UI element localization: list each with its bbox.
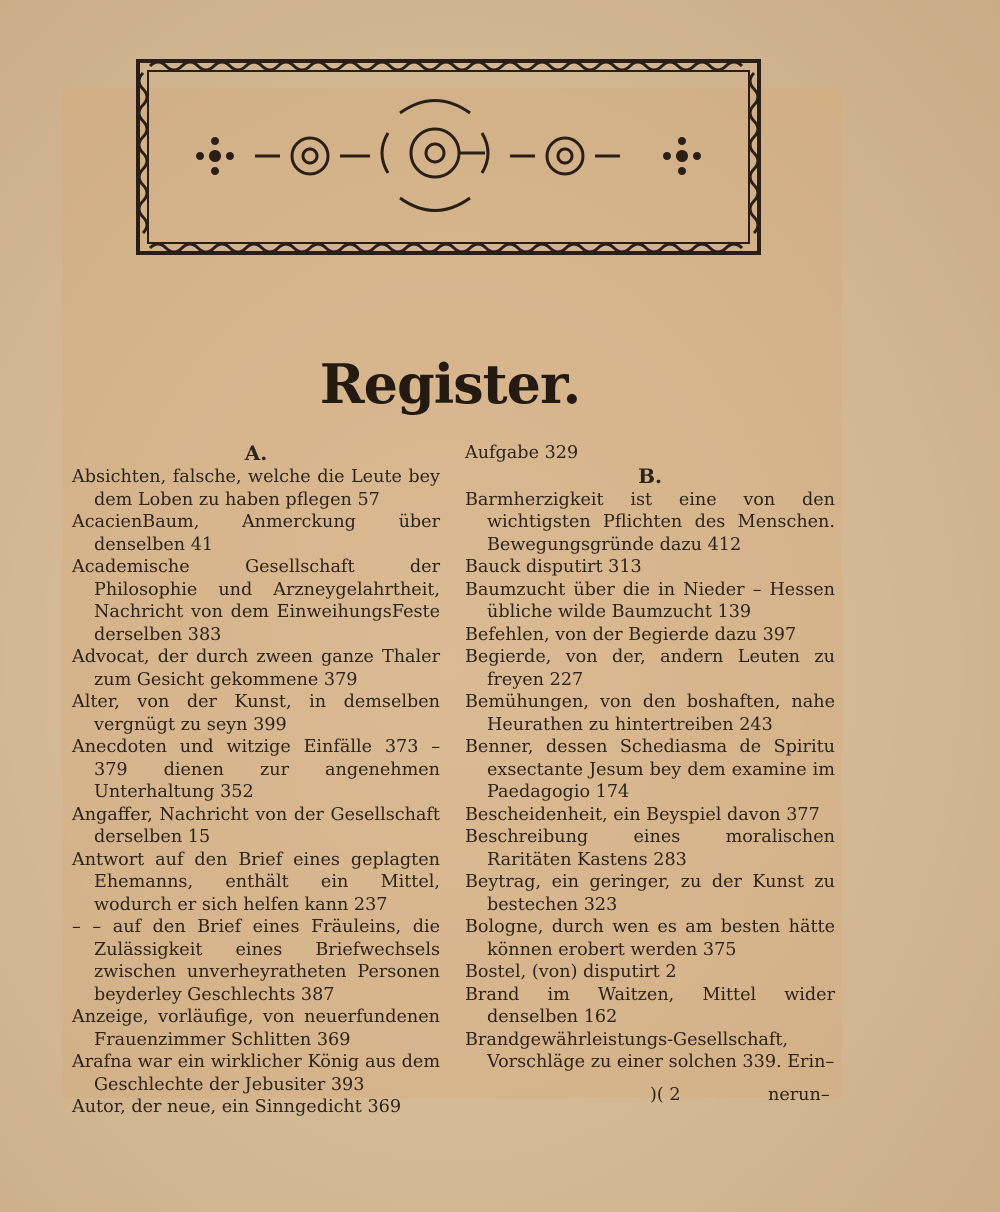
entry-page: 139 <box>717 602 752 622</box>
entry-page: 377 <box>786 804 820 825</box>
entry-page: 379 <box>323 669 358 690</box>
entry-page: 387 <box>300 984 335 1005</box>
entry-page: 283 <box>653 849 687 870</box>
entry-text: Anzeige, vorläufige, von neuerfundenen Frauenzimmer Schlitten <box>72 1007 440 1050</box>
register-entry <box>465 804 835 827</box>
catchword: nerun– <box>768 1085 830 1105</box>
entry-text: Angaffer, Nachricht von der Gesellschaft derselben <box>72 804 440 847</box>
entry-text: – – auf den Brief eines Fräuleins, die Zulässigkeit eines Briefwechsels zwischen unverheyratheten Personen beyderley Geschlechts <box>72 917 440 1005</box>
section-letter-b: B. <box>638 463 662 488</box>
entry-text: Beschreibung eines moralischen Raritäten Kastens <box>465 827 835 870</box>
entry-text: Begierde, von der, andern Leuten zu freyen <box>465 647 835 690</box>
entry-text: Baumzucht über die in Nieder – Hessen übliche wilde Baumzucht <box>465 579 835 622</box>
entry-text: Barmherzigkeit ist eine von den wichtigsten Pflichten des Menschen. Bewegungsgründe dazu <box>465 489 835 555</box>
entry-text: Advocat, der durch zween ganze Thaler zum Gesicht gekommene <box>72 647 440 690</box>
register-entry <box>465 916 835 961</box>
register-entry <box>72 511 440 556</box>
entry-text: Absichten, falsche, welche die Leute bey dem Loben zu haben pflegen <box>72 467 440 510</box>
entry-text: Aufgabe <box>465 443 539 463</box>
entry-text: Befehlen, von der Begierde dazu <box>465 624 757 645</box>
register-entry <box>72 466 440 511</box>
entry-page: 383 <box>187 624 222 645</box>
signature-mark: )( 2 <box>650 1085 681 1105</box>
entry-text: Autor, der neue, ein Sinngedicht <box>72 1097 362 1117</box>
register-entry <box>465 646 835 691</box>
register-entry <box>465 961 835 984</box>
entry-page: 174 <box>595 782 630 802</box>
register-entry <box>465 624 835 647</box>
register-entry <box>465 579 835 624</box>
entry-page: 162 <box>583 1007 618 1027</box>
entry-text: Anecdoten und witzige Einfälle 373 – 379 dienen zur angenehmen Unterhaltung <box>72 737 440 802</box>
register-entry <box>72 736 440 804</box>
entry-text: Bauck disputirt <box>465 557 603 577</box>
entry-text: Benner, dessen Schediasma de Spiritu exsectante Jesum bey dem examine im Paedagogio <box>465 737 835 802</box>
register-entry <box>465 691 835 736</box>
entry-page: 57 <box>357 489 380 510</box>
entry-text: AcacienBaum, Anmerckung über denselben <box>72 512 440 555</box>
entry-page: 399 <box>253 714 287 735</box>
right-column <box>465 442 835 1074</box>
section-letter-a: A. <box>244 441 268 465</box>
entry-page: 41 <box>190 534 214 555</box>
entry-page: 329 <box>544 443 579 463</box>
entry-text: Bologne, durch wen es am besten hätte können erobert werden <box>465 917 835 960</box>
register-entry <box>465 556 835 579</box>
register-entry <box>72 1051 440 1096</box>
register-entry <box>465 871 835 916</box>
entry-page: 397 <box>762 624 797 645</box>
register-entry <box>72 691 440 736</box>
entry-page: 243 <box>739 714 773 735</box>
entry-page: 393 <box>330 1074 365 1095</box>
entry-page: 227 <box>549 669 584 690</box>
register-entry <box>465 984 835 1029</box>
entry-page: 323 <box>583 894 618 915</box>
register-entry-aufgabe <box>465 442 835 465</box>
entry-text: Bescheidenheit, ein Beyspiel davon <box>465 804 781 825</box>
entry-page: 237 <box>353 894 388 915</box>
register-entry <box>465 736 835 804</box>
left-column <box>72 442 440 1119</box>
ornament-frame-icon <box>130 53 767 261</box>
entry-page: 412 <box>707 534 742 555</box>
entry-text: Brandgewährleistungs-Gesellschaft, Vorschläge zu einer solchen 339. Erin– <box>465 1029 835 1072</box>
register-entry <box>465 826 835 871</box>
register-entry <box>72 849 440 917</box>
register-entry <box>465 489 835 557</box>
entry-page: 313 <box>608 557 642 577</box>
entry-text: Academische Gesellschaft der Philosophie und Arzneygelahrtheit, Nachricht von dem EinweihungsFeste derselben <box>72 557 440 645</box>
register-entry <box>72 1096 440 1119</box>
entry-text: Arafna war ein wirklicher König aus dem Geschlechte der Jebusiter <box>72 1052 440 1095</box>
entry-page: 15 <box>187 827 211 847</box>
register-entry <box>72 916 440 1006</box>
entry-page: 369 <box>367 1097 402 1117</box>
entry-page: 375 <box>702 939 737 960</box>
register-entry <box>465 1029 835 1074</box>
register-entry <box>72 804 440 849</box>
entry-text: Antwort auf den Brief eines geplagten Ehemanns, enthält ein Mittel, wodurch er sich helfen kann <box>72 849 440 915</box>
entry-text: Alter, von der Kunst, in demselben vergnügt zu seyn <box>72 692 440 735</box>
entry-text: Bostel, (von) disputirt <box>465 962 660 982</box>
entry-text: Beytrag, ein geringer, zu der Kunst zu bestechen <box>465 872 835 915</box>
register-entry <box>72 1006 440 1051</box>
register-entry <box>72 646 440 691</box>
entry-text: Brand im Waitzen, Mittel wider denselben <box>465 984 835 1027</box>
entry-page: 2 <box>665 962 677 982</box>
entry-page: 352 <box>220 782 254 802</box>
entry-page: 369 <box>316 1029 351 1050</box>
page-title: Register. <box>319 352 581 416</box>
register-entry <box>72 556 440 646</box>
entry-text: Bemühungen, von den boshaften, nahe Heurathen zu hintertreiben <box>465 692 835 735</box>
